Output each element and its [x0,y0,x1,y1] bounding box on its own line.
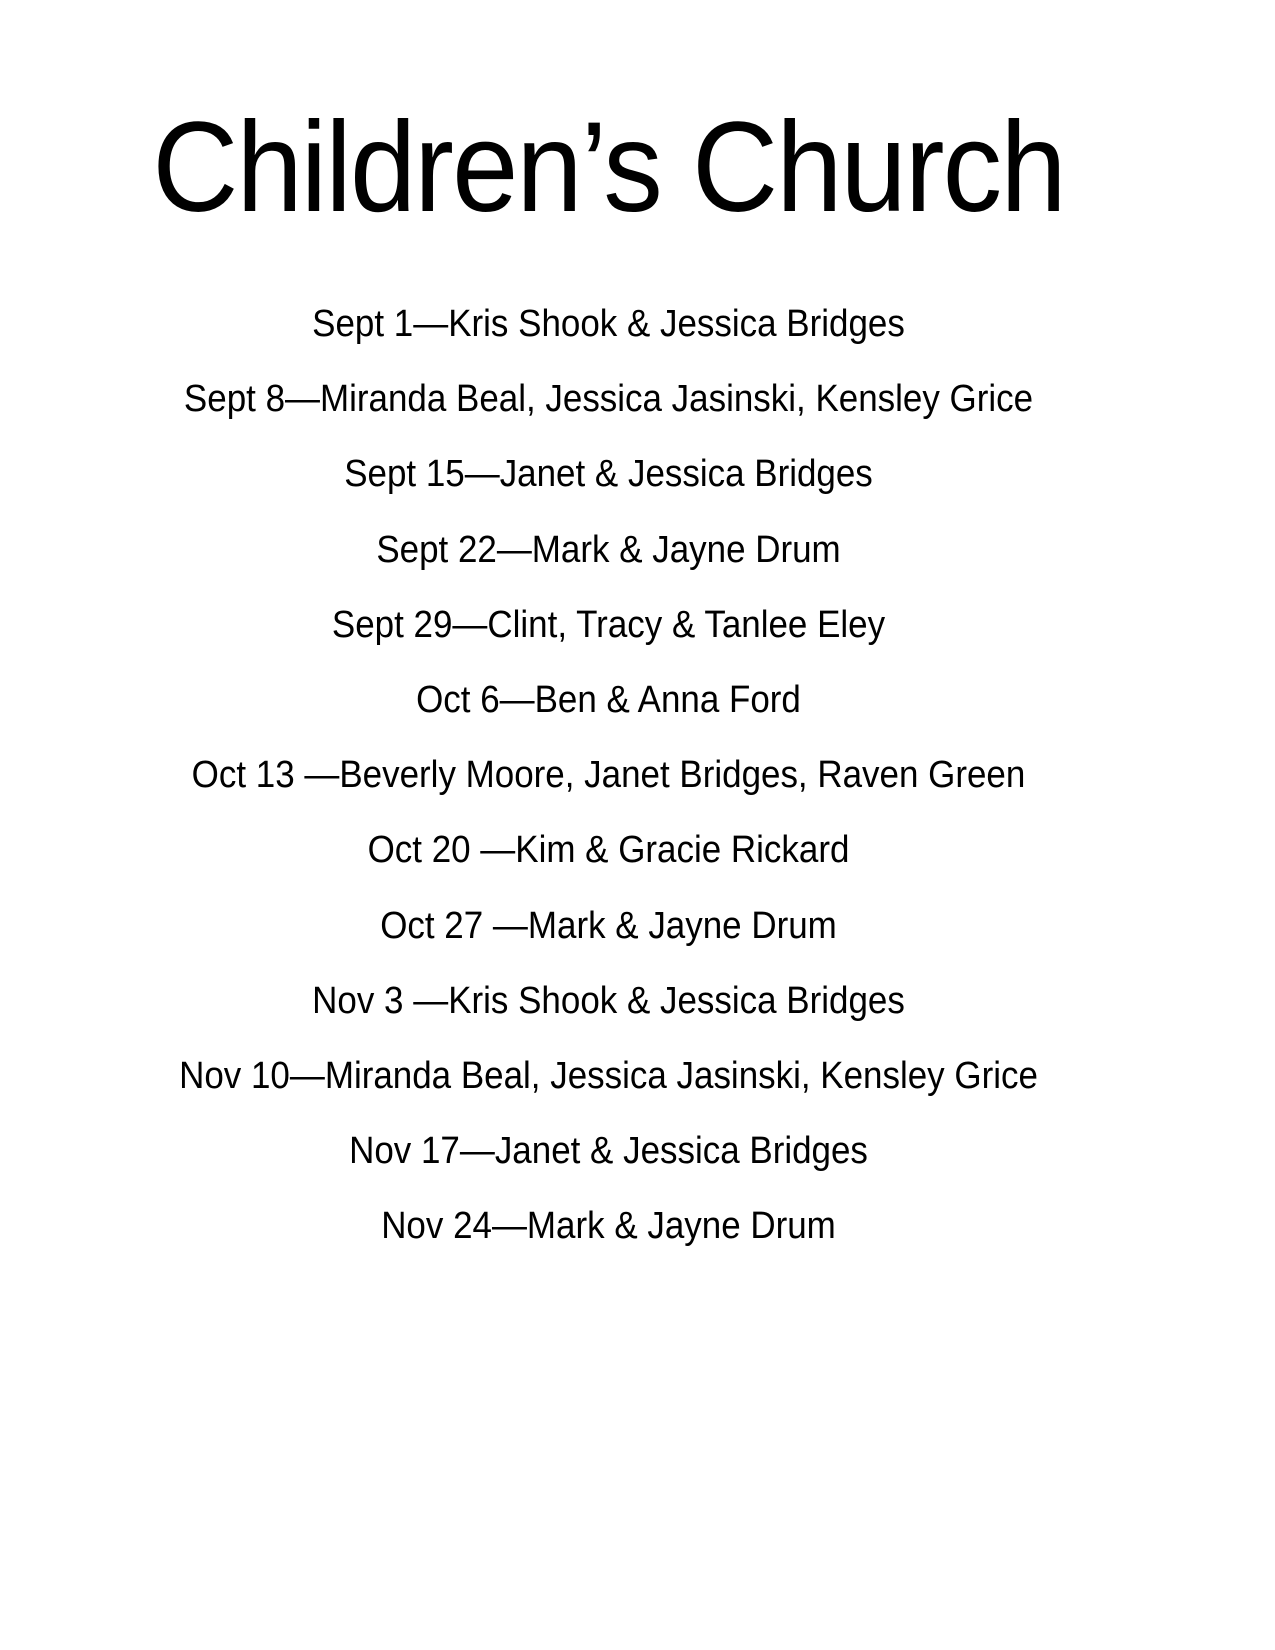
schedule-separator: — [464,453,500,496]
schedule-date: Sept 15 [344,453,465,496]
schedule-date: Nov 10 [179,1054,290,1097]
schedule-date: Oct 6 [416,678,500,721]
schedule-separator: — [452,603,488,646]
schedule-volunteers: Clint, Tracy & Tanlee Eley [487,603,886,646]
schedule-row [49,976,1169,1051]
schedule-row [49,299,1169,374]
schedule-row [49,1051,1169,1126]
schedule-separator: — [483,904,528,947]
schedule-date: Nov 3 [312,979,404,1022]
schedule-row [49,449,1169,524]
schedule-date: Sept 8 [183,378,286,421]
schedule-date: Sept 22 [376,528,497,571]
schedule-date: Sept 29 [331,603,453,646]
schedule-separator: — [403,979,449,1022]
schedule-date: Nov 24 [381,1205,492,1248]
schedule-date: Oct 20 [367,829,471,872]
schedule-date: Oct 27 [380,904,484,947]
schedule-row [49,750,1169,825]
schedule-volunteers: Miranda Beal, Jessica Jasinski, Kensley Grice [319,378,1034,421]
volunteer-schedule-list [0,299,1217,1276]
schedule-row [49,525,1169,600]
schedule-separator: — [491,1205,527,1248]
schedule-volunteers: Miranda Beal, Jessica Jasinski, Kensley Grice [324,1054,1038,1097]
schedule-date: Nov 17 [349,1130,460,1173]
schedule-volunteers: Kris Shook & Jessica Bridges [448,303,905,345]
schedule-row [49,825,1169,900]
schedule-separator: — [294,754,340,797]
schedule-date: Sept 1 [312,303,414,345]
schedule-separator: — [470,829,516,872]
schedule-volunteers: Janet & Jessica Bridges [494,1130,868,1173]
schedule-separator: — [285,378,320,421]
schedule-row [49,675,1169,750]
schedule-separator: — [496,528,532,571]
page-title: Children’s Church [152,96,1065,239]
schedule-separator: — [413,303,449,345]
schedule-volunteers: Kim & Gracie Rickard [515,829,850,872]
schedule-row [49,600,1169,675]
schedule-volunteers: Ben & Anna Ford [534,678,801,721]
schedule-separator: — [459,1130,495,1173]
schedule-volunteers: Mark & Jayne Drum [531,528,841,571]
schedule-volunteers: Mark & Jayne Drum [527,904,837,947]
schedule-row [49,1126,1169,1201]
schedule-volunteers: Janet & Jessica Bridges [499,453,873,496]
schedule-volunteers: Kris Shook & Jessica Bridges [448,979,905,1022]
schedule-row [49,1201,1169,1276]
schedule-separator: — [289,1054,325,1097]
schedule-separator: — [499,678,535,721]
schedule-volunteers: Beverly Moore, Janet Bridges, Raven Green [339,754,1026,797]
schedule-date: Oct 13 [191,754,295,797]
schedule-row [49,901,1169,976]
schedule-volunteers: Mark & Jayne Drum [526,1205,836,1248]
schedule-row [49,374,1169,449]
